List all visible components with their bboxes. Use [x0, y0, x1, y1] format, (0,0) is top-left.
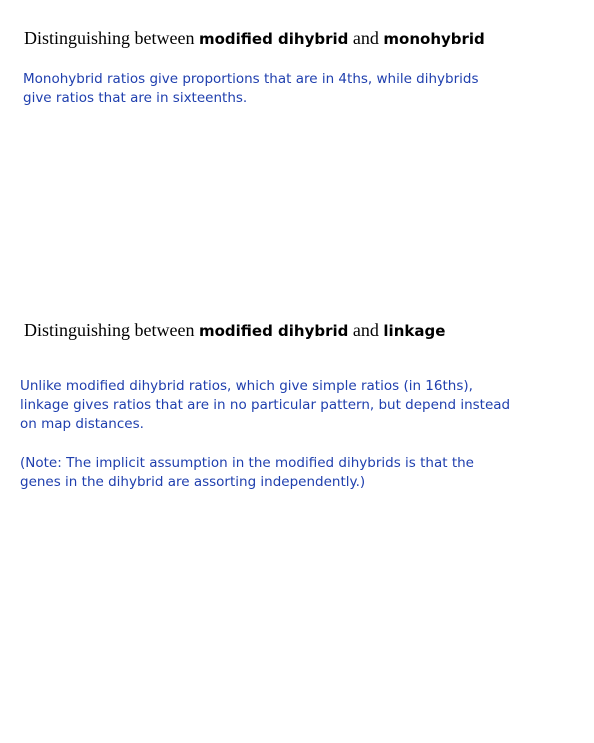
heading-term-linkage: linkage: [383, 322, 446, 340]
heading-joiner: and: [348, 28, 384, 48]
heading-dihybrid-vs-monohybrid: [24, 27, 485, 50]
heading-dihybrid-vs-linkage: [24, 319, 445, 342]
heading-term-monohybrid: monohybrid: [383, 30, 485, 48]
heading-prefix: Distinguishing between: [24, 320, 199, 340]
heading-term-modified-dihybrid: modified dihybrid: [198, 30, 349, 48]
heading-joiner: and: [348, 320, 384, 340]
independent-assortment-note: (Note: The implicit assumption in the modified dihybrids is that the genes in the dihybrid are assorting independently.): [20, 455, 474, 490]
monohybrid-explanation: Monohybrid ratios give proportions that are in 4ths, while dihybrids give ratios that are in sixteenths.: [23, 71, 479, 106]
linkage-explanation: Unlike modified dihybrid ratios, which give simple ratios (in 16ths), linkage gives ratios that are in no particular pattern, but depend instead on map distances.: [20, 378, 511, 432]
heading-term-modified-dihybrid: modified dihybrid: [198, 322, 349, 340]
heading-prefix: Distinguishing between: [24, 28, 199, 48]
